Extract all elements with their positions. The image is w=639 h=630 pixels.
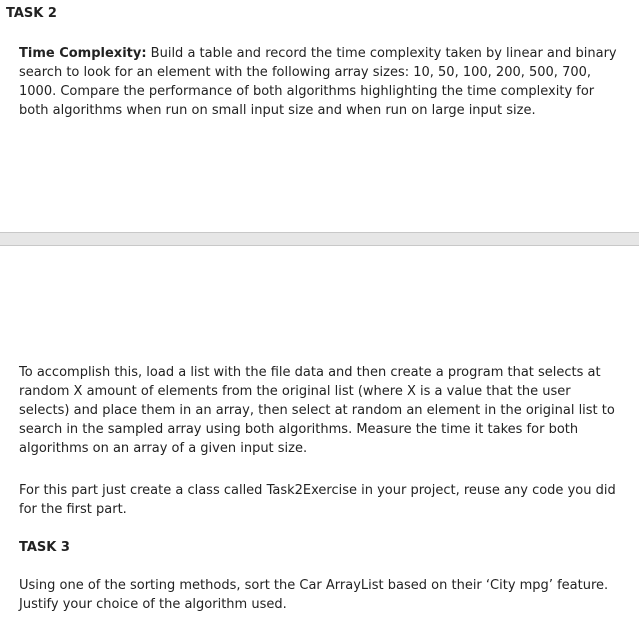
document-page-1 xyxy=(0,0,639,232)
task3-heading: TASK 3 xyxy=(19,540,70,555)
task2-description: Build a table and record the time complexity taken by linear and binary search to look for an element with the following array sizes: 10, 50, 100, 200, 500, 700, 1000. Compare the performance of both algorithms highlighting the time complexity for both algorithms when run on small input size and when run on large input size. xyxy=(19,46,617,118)
task2-class-paragraph: For this part just create a class called Task2Exercise in your project, reuse any code you did for the first part. xyxy=(19,483,616,517)
task3-paragraph: Using one of the sorting methods, sort the Car ArrayList based on their ‘City mpg’ feature. Justify your choice of the algorithm used. xyxy=(19,578,609,612)
task2-instructions-paragraph: To accomplish this, load a list with the file data and then create a program that selects at random X amount of elements from the original list (where X is a value that the user selects) and place them in an array, then select at random an element in the original list to search in the sampled array using both algorithms. Measure the time it takes for both algorithms on an array of a given input size. xyxy=(19,365,615,456)
task2-heading: TASK 2 xyxy=(6,6,57,21)
page-break xyxy=(0,232,639,246)
document-page-2 xyxy=(0,246,639,630)
time-complexity-label: Time Complexity: xyxy=(19,46,147,61)
task2-time-complexity-paragraph xyxy=(19,44,623,120)
